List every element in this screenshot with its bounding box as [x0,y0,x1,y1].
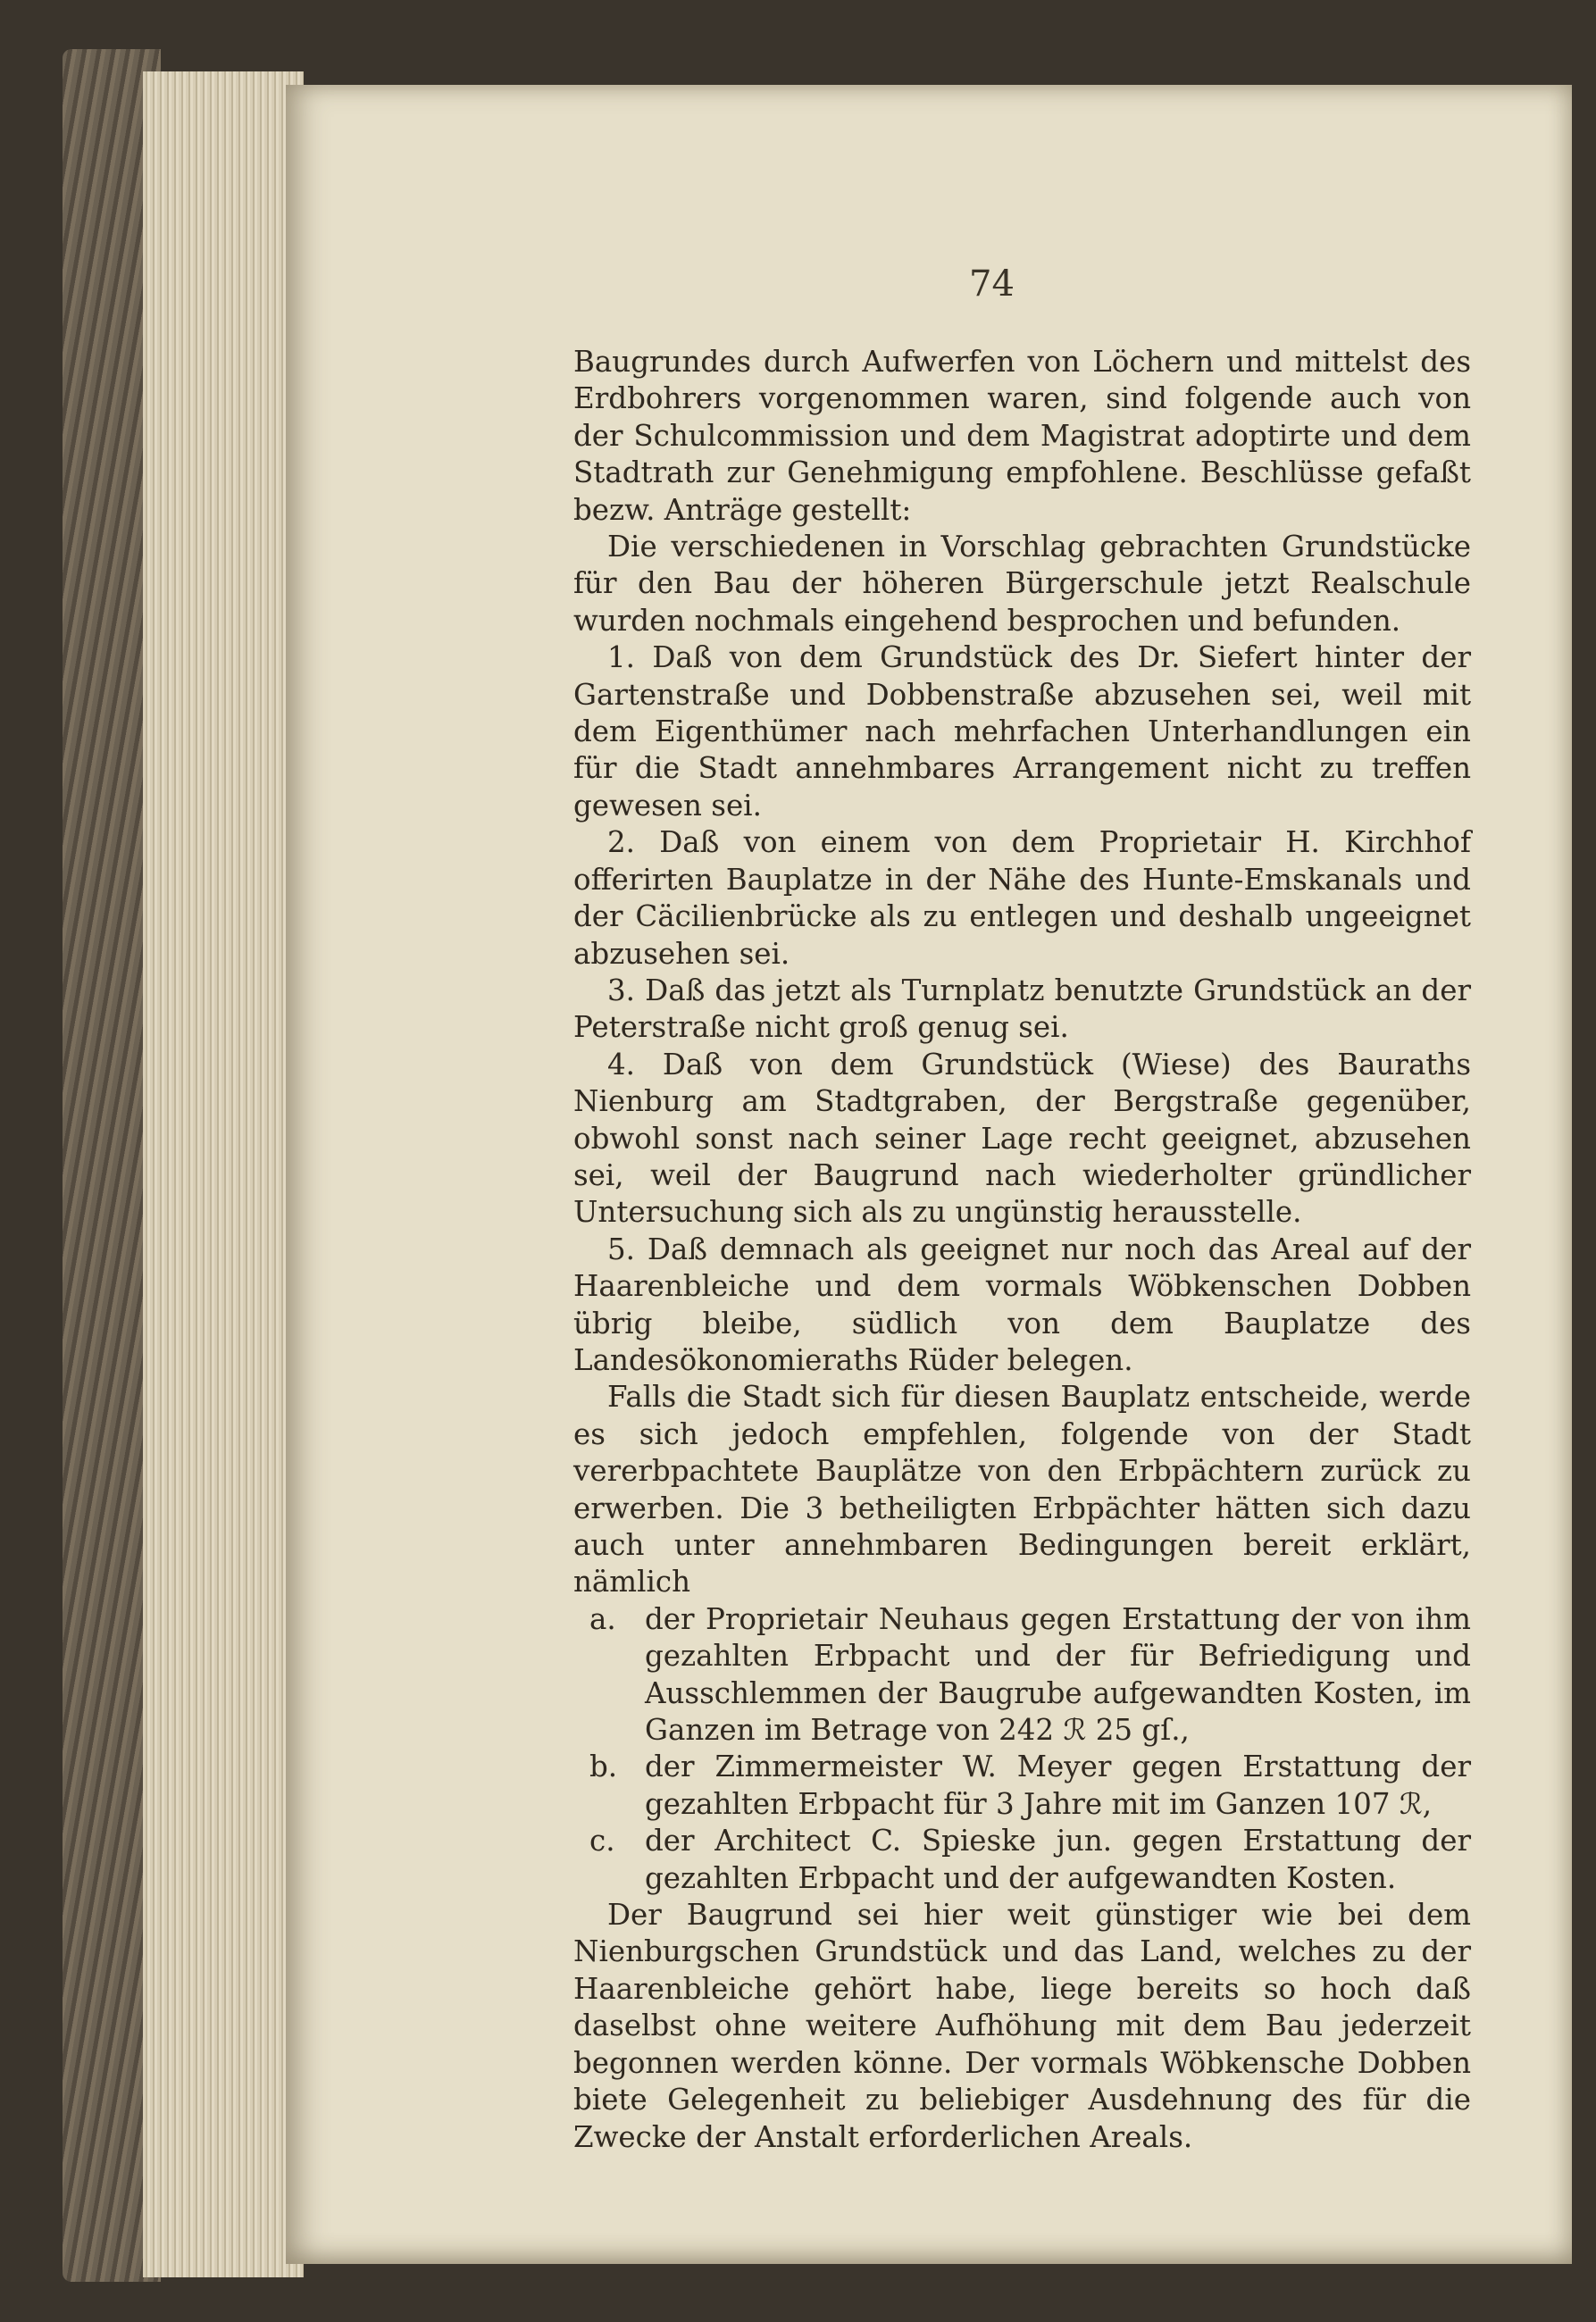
paragraph-item-2: 2. Daß von einem von dem Proprietair H. Kirchhof offerirten Bauplatze in der Nähe des Hunte-Emskanals und der Cäcilienbrücke als zu entlegen und deshalb ungeeignet abzusehen sei. [573,825,1471,971]
paragraph-intro: Baugrundes durch Aufwerfen von Löchern und mittelst des Erdbohrers vorgenommen waren, sind folgende auch von der Schulcommission und dem Magistrat adoptirte und dem Stadtrath zur Genehmigung empfohlene. Beschlüsse gefaßt bezw. Anträge gestellt: [573,345,1471,527]
paragraph-item-5: 5. Daß demnach als geeignet nur noch das Areal auf der Haarenbleiche und dem vormals Wöbkenschen Dobben übrig bleibe, südlich von dem Bauplatze des Landesökonomieraths Rüder belegen. [573,1232,1471,1377]
paragraph-item-3: 3. Daß das jetzt als Turnplatz benutzte Grundstück an der Peterstraße nicht groß genug sei. [573,973,1471,1045]
list-marker: b. [589,1750,618,1784]
paragraph-closing: Der Baugrund sei hier weit günstiger wie bei dem Nienburgschen Grundstück und das Land, welches zu der Haarenbleiche gehört habe, liege bereits so hoch daß daselbst ohne weitere Aufhöhung mit dem Bau jederzeit begonnen werden könne. Der vormals Wöbkensche Dobben biete Gelegenheit zu beliebiger Ausdehnung des für die Zwecke der Anstalt erforderlichen Areals. [573,1898,1471,2154]
paragraph-item-4: 4. Daß von dem Grundstück (Wiese) des Bauraths Nienburg am Stadtgraben, der Bergstraße gegenüber, obwohl sonst nach seiner Lage recht geeignet, abzusehen sei, weil der Baugrund nach wiederholter gründlicher Untersuchung sich als zu ungünstig herausstelle. [573,1047,1471,1230]
paragraph-falls: Falls die Stadt sich für diesen Bauplatz entscheide, werde es sich jedoch empfehlen, folgende von der Stadt vererbpachtete Bauplätze von den Erbpächtern zurück zu erwerben. Die 3 betheiligten Erbpächter hätten sich dazu auch unter annehmbaren Bedingungen bereit erklärt, nämlich [573,1380,1471,1600]
paragraph-item-1: 1. Daß von dem Grundstück des Dr. Siefert hinter der Gartenstraße und Dobbenstraße abzusehen sei, weil mit dem Eigenthümer nach mehrfachen Unterhandlungen ein für die Stadt annehmbares Arrangement nicht zu treffen gewesen sei. [573,640,1471,823]
page-text [573,344,1471,2156]
list-item-text: der Proprietair Neuhaus gegen Erstattung der von ihm gezahlten Erbpacht und der für Befriedigung und Ausschlemmen der Baugrube aufgewandten Kosten, im Ganzen im Betrage von 242 ℛ 25 gſ., [645,1601,1471,1748]
list-item-c [573,1823,1471,1897]
list-item-text: der Zimmermeister W. Meyer gegen Erstattung der gezahlten Erbpacht für 3 Jahre mit im Ganzen 107 ℛ, [645,1750,1471,1821]
page-edges [143,71,304,2277]
list-item-a [573,1601,1471,1750]
page-number: 74 [969,263,1015,305]
paragraph: Die verschiedenen in Vorschlag gebrachten Grundstücke für den Bau der höheren Bürgerschule jetzt Realschule wurden nochmals eingehend besprochen und befunden. [573,530,1471,638]
list-marker: a. [589,1601,616,1636]
list-marker: c. [589,1824,615,1858]
list-item-text: der Architect C. Spieske jun. gegen Erstattung der gezahlten Erbpacht und der aufgewandten Kosten. [645,1824,1471,1895]
list-item-b [573,1749,1471,1823]
